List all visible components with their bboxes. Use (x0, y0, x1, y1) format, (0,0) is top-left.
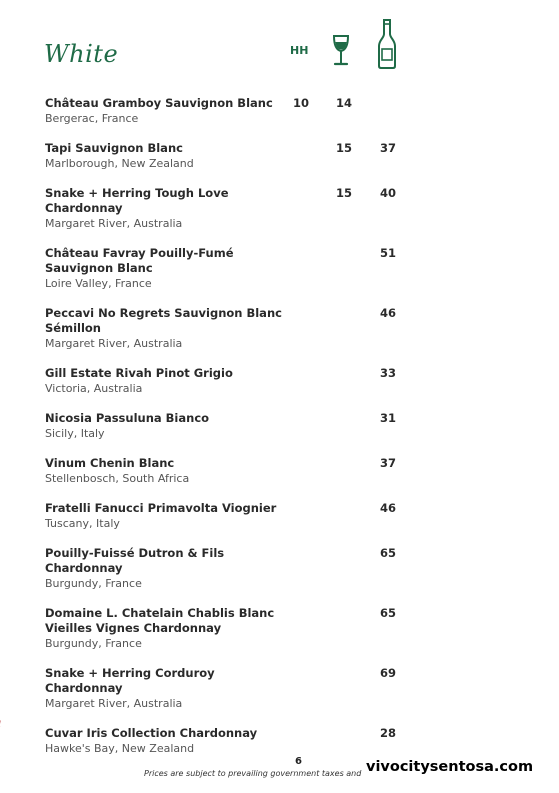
price-bottle: 65 (380, 546, 397, 560)
wine-region: Marlborough, New Zealand (45, 157, 194, 170)
wine-region: Tuscany, Italy (45, 517, 120, 530)
price-bottle: 33 (380, 366, 397, 380)
wine-name: Cuvar Iris Collection Chardonnay (45, 726, 258, 740)
wine-name: Gill Estate Rivah Pinot Grigio (45, 366, 233, 380)
wine-name: Domaine L. Chatelain Chablis Blanc Vieilles Vignes Chardonnay (45, 606, 275, 635)
price-bottle: 37 (380, 141, 397, 155)
wine-item (0, 546, 559, 591)
wine-item (0, 246, 559, 291)
wine-region: Margaret River, Australia (45, 337, 183, 350)
wine-region: Victoria, Australia (45, 382, 143, 395)
wine-item (0, 366, 559, 396)
wine-name: Vinum Chenin Blanc (45, 456, 175, 470)
wine-item (0, 186, 559, 231)
wine-item (0, 306, 559, 351)
price-bottle: 65 (380, 606, 397, 620)
wine-item (0, 501, 559, 531)
wine-region: Burgundy, France (45, 577, 142, 590)
price-bottle: 69 (380, 666, 397, 680)
happy-hour-column-header: HH (290, 44, 309, 57)
bottle-size-note (0, 720, 1, 729)
wine-item (0, 96, 559, 126)
wine-name: Fratelli Fanucci Primavolta Viognier (45, 501, 277, 515)
price-bottle: 46 (380, 501, 397, 515)
wine-name: Tapi Sauvignon Blanc (45, 141, 183, 155)
wine-item (0, 141, 559, 171)
page-number: 6 (295, 756, 302, 767)
wine-item (0, 411, 559, 441)
wine-name: Nicosia Passuluna Bianco (45, 411, 210, 425)
wine-name: Château Favray Pouilly-Fumé Sauvignon Blanc (45, 246, 234, 275)
section-title: White (44, 40, 119, 68)
wine-list (0, 96, 559, 771)
price-bottle: 28 (380, 726, 397, 740)
wine-name: Peccavi No Regrets Sauvignon Blanc Sémillon (45, 306, 282, 335)
wine-region: Margaret River, Australia (45, 697, 183, 710)
site-watermark: vivocitysentosa.com (366, 759, 534, 775)
wine-region: Sicily, Italy (45, 427, 105, 440)
wine-bottle-icon (375, 18, 399, 70)
wine-region: Bergerac, France (45, 112, 139, 125)
price-bottle: 37 (380, 456, 397, 470)
wine-item (0, 456, 559, 486)
price-glass: 15 (336, 186, 353, 200)
wine-glass-icon (331, 34, 351, 68)
price-bottle: 46 (380, 306, 397, 320)
wine-region: Hawke's Bay, New Zealand (45, 742, 195, 755)
price-glass: 15 (336, 141, 353, 155)
wine-item (0, 726, 559, 756)
wine-item (0, 606, 559, 651)
price-glass: 14 (336, 96, 353, 110)
price-happy-hour: 10 (293, 96, 310, 110)
wine-name: Château Gramboy Sauvignon Blanc (45, 96, 273, 110)
wine-name: Pouilly-Fuissé Dutron & Fils Chardonnay (45, 546, 225, 575)
wine-name: Snake + Herring Corduroy Chardonnay (45, 666, 215, 695)
price-bottle: 40 (380, 186, 397, 200)
wine-region: Burgundy, France (45, 637, 142, 650)
wine-item (0, 666, 559, 711)
price-bottle: 31 (380, 411, 397, 425)
wine-name: Snake + Herring Tough Love Chardonnay (45, 186, 229, 215)
wine-region: Margaret River, Australia (45, 217, 183, 230)
price-disclaimer: Prices are subject to prevailing government taxes and (144, 769, 362, 778)
wine-region: Loire Valley, France (45, 277, 152, 290)
wine-region: Stellenbosch, South Africa (45, 472, 190, 485)
price-bottle: 51 (380, 246, 397, 260)
